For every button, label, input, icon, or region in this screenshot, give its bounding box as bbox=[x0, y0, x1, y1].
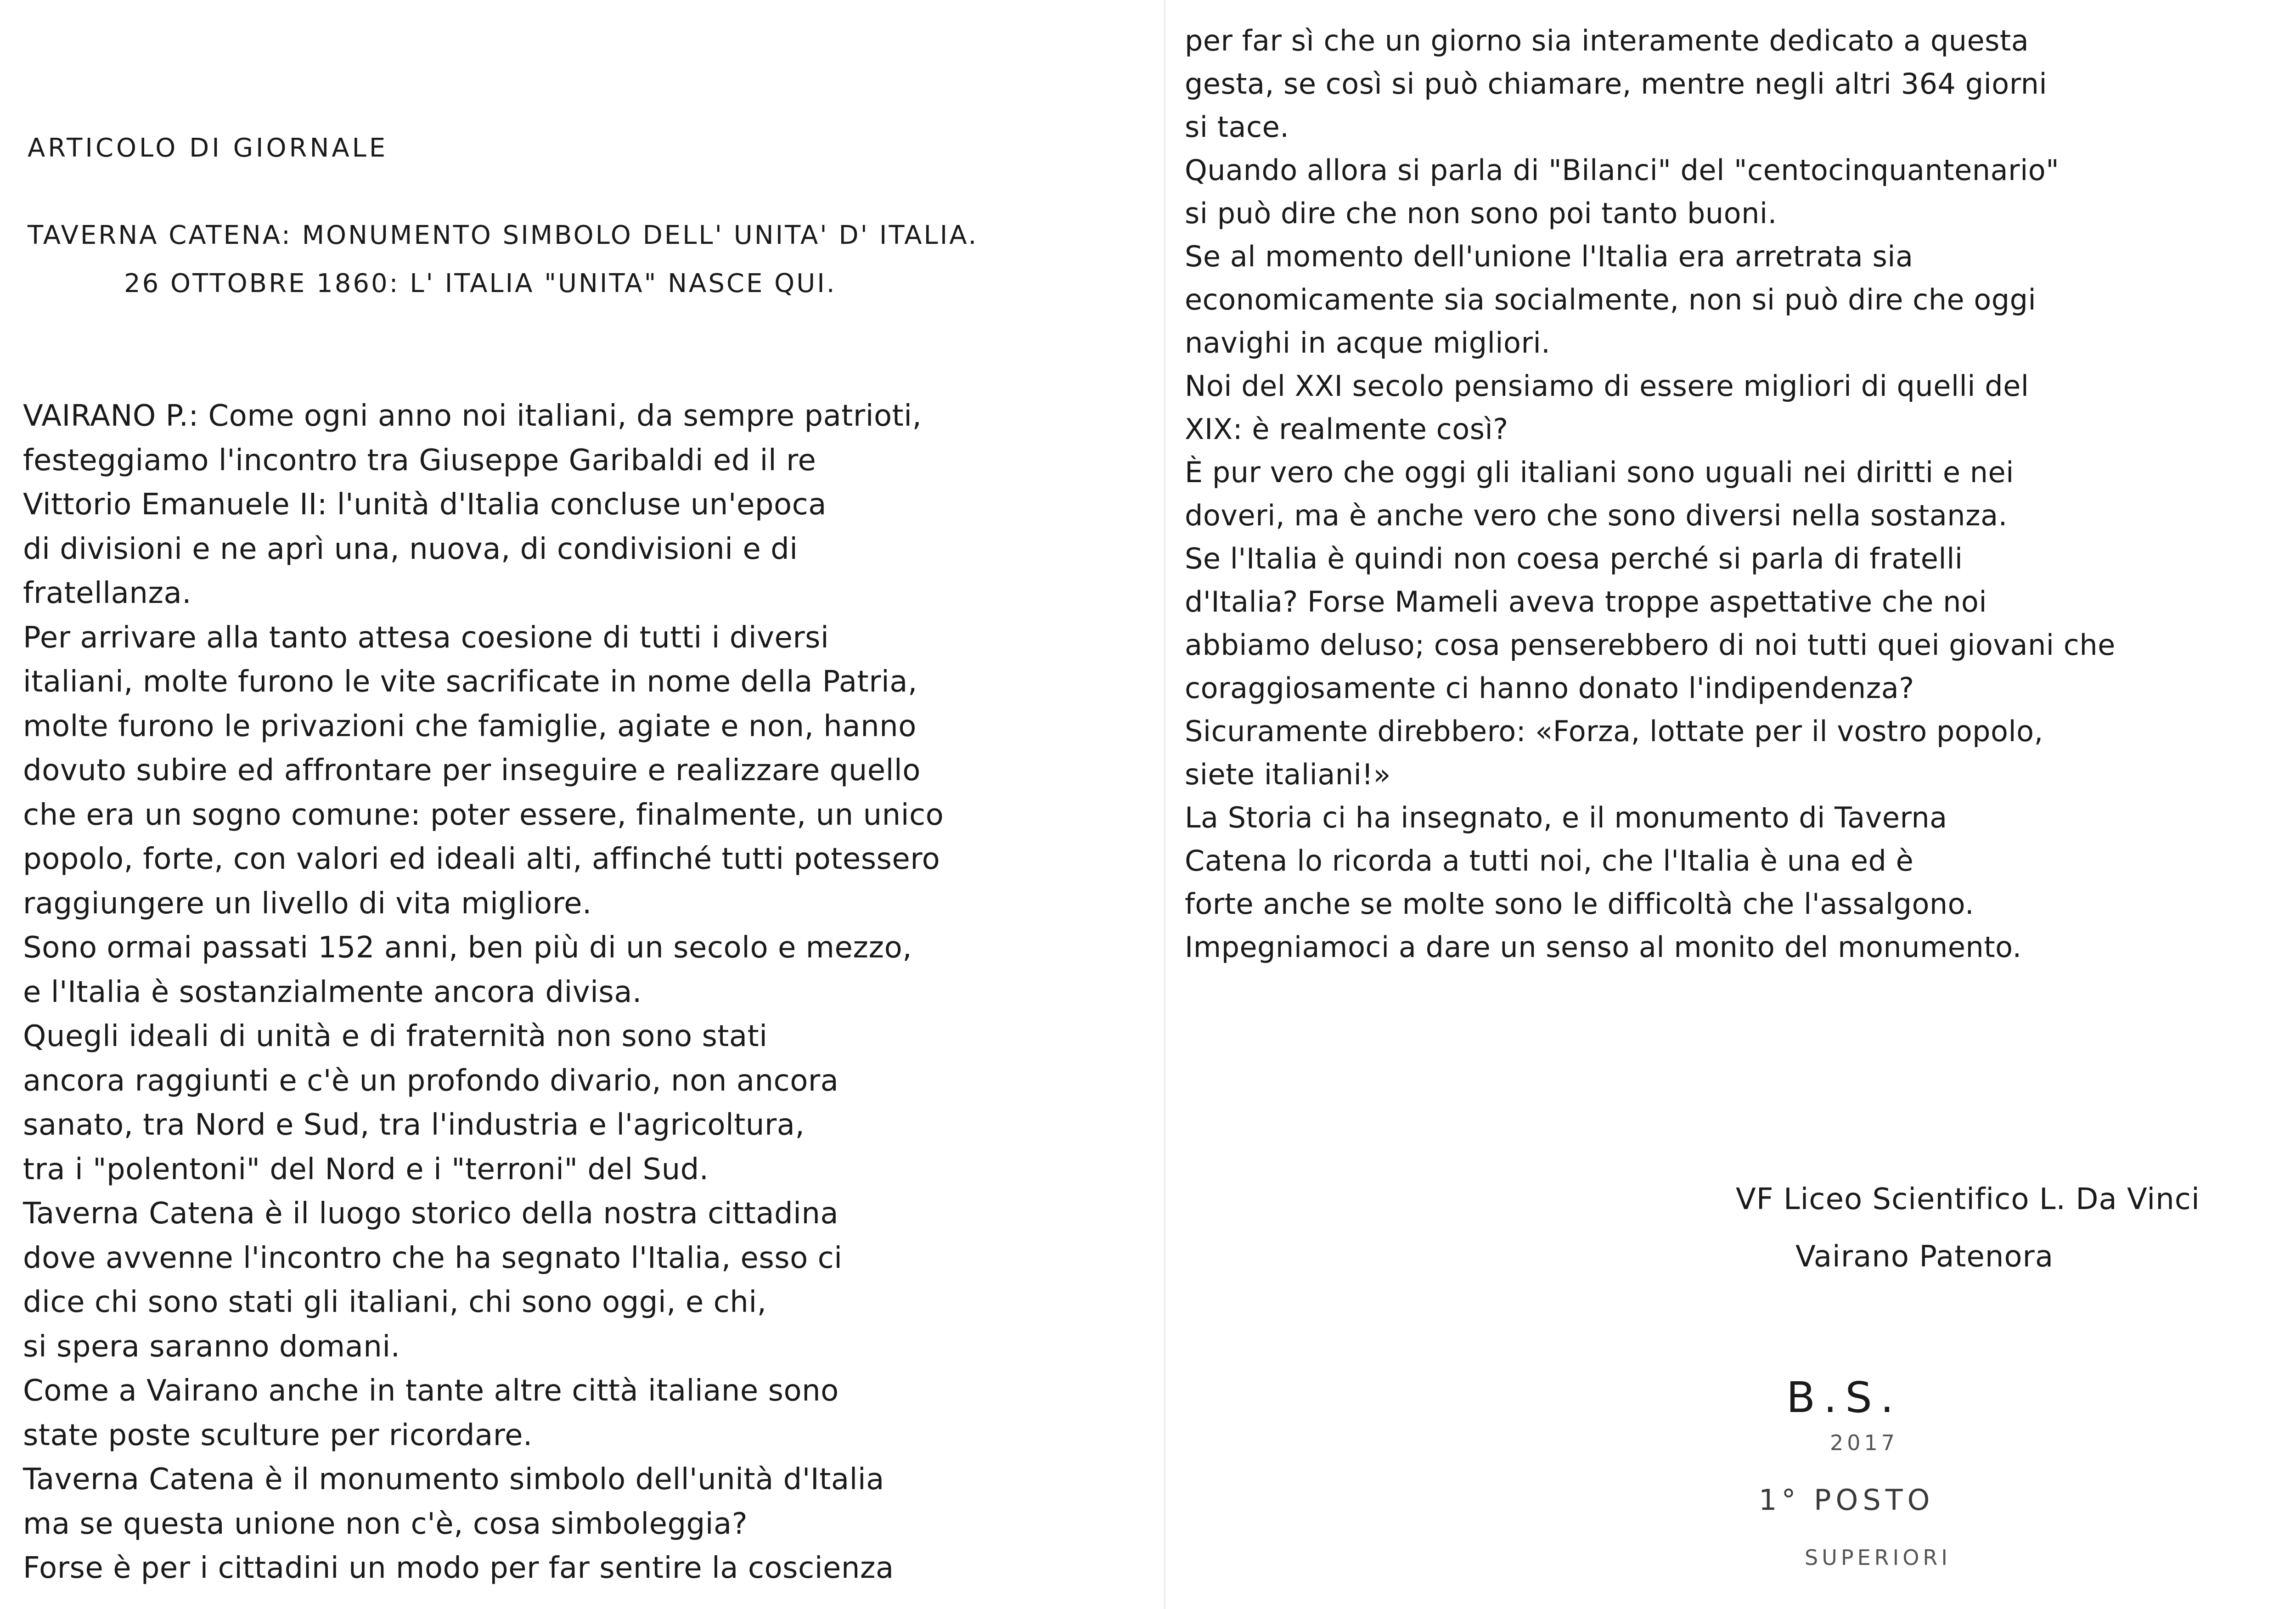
text-line: Taverna Catena è il luogo storico della nostra cittadina bbox=[23, 1197, 839, 1231]
text-line: e l'Italia è sostanzialmente ancora divisa. bbox=[23, 975, 642, 1009]
text-line: si può dire che non sono poi tanto buoni. bbox=[1185, 197, 1777, 230]
text-line: d'Italia? Forse Mameli aveva troppe aspettative che noi bbox=[1185, 585, 1987, 619]
text-line: popolo, forte, con valori ed ideali alti, affinché tutti potessero bbox=[23, 842, 940, 876]
text-line: La Storia ci ha insegnato, e il monumento di Taverna bbox=[1185, 801, 1947, 834]
text-line: navighi in acque migliori. bbox=[1185, 326, 1551, 360]
annotation-category: SUPERIORI bbox=[1805, 1545, 1951, 1570]
text-line: coraggiosamente ci hanno donato l'indipendenza? bbox=[1185, 671, 1914, 705]
text-line: festeggiamo l'incontro tra Giuseppe Garibaldi ed il re bbox=[23, 443, 816, 478]
text-line: Quando allora si parla di "Bilanci" del "centocinquantenario" bbox=[1185, 153, 2060, 187]
text-line: tra i "polentoni" del Nord e i "terroni" del Sud. bbox=[23, 1152, 709, 1187]
text-line: Vittorio Emanuele II: l'unità d'Italia concluse un'epoca bbox=[23, 488, 827, 522]
text-line: state poste sculture per ricordare. bbox=[23, 1418, 533, 1452]
text-line: per far sì che un giorno sia interamente dedicato a questa bbox=[1185, 24, 2029, 57]
right-column-text bbox=[1185, 19, 2116, 969]
text-line: Se al momento dell'unione l'Italia era arretrata sia bbox=[1185, 240, 1913, 273]
text-line: sanato, tra Nord e Sud, tra l'industria e l'agricoltura, bbox=[23, 1108, 805, 1142]
text-line: dove avvenne l'incontro che ha segnato l'Italia, esso ci bbox=[23, 1241, 843, 1275]
text-line: Se l'Italia è quindi non coesa perché si parla di fratelli bbox=[1185, 542, 1963, 575]
page-fold-line bbox=[1164, 0, 1165, 1609]
signature-town: Vairano Patenora bbox=[1795, 1240, 2054, 1274]
text-line: Taverna Catena è il monumento simbolo dell'unità d'Italia bbox=[23, 1463, 884, 1496]
text-line: Impegniamoci a dare un senso al monito del monumento. bbox=[1185, 930, 2022, 964]
article-subtitle: 26 OTTOBRE 1860: L' ITALIA "UNITA" NASCE QUI. bbox=[124, 269, 837, 298]
text-line: fratellanza. bbox=[23, 576, 192, 610]
text-line: Sono ormai passati 152 anni, ben più di un secolo e mezzo, bbox=[23, 931, 912, 965]
text-line: XIX: è realmente così? bbox=[1185, 412, 1508, 446]
text-line: gesta, se così si può chiamare, mentre negli altri 364 giorni bbox=[1185, 67, 2048, 101]
text-line: Sicuramente direbbero: «Forza, lottate per il vostro popolo, bbox=[1185, 714, 2043, 748]
text-line: VAIRANO P.: Come ogni anno noi italiani, da sempre patrioti, bbox=[23, 399, 922, 433]
text-line: forte anche se molte sono le difficoltà che l'assalgono. bbox=[1185, 887, 1975, 921]
text-line: Come a Vairano anche in tante altre città italiane sono bbox=[23, 1374, 839, 1408]
text-line: molte furono le privazioni che famiglie, agiate e non, hanno bbox=[23, 709, 917, 743]
article-title: TAVERNA CATENA: MONUMENTO SIMBOLO DELL' UNITA' D' ITALIA. bbox=[28, 220, 979, 250]
text-line: abbiamo deluso; cosa penserebbero di noi tutti quei giovani che bbox=[1185, 628, 2116, 662]
text-line: raggiungere un livello di vita migliore. bbox=[23, 886, 592, 921]
text-line: si spera saranno domani. bbox=[23, 1329, 400, 1364]
text-line: di divisioni e ne aprì una, nuova, di condivisioni e di bbox=[23, 532, 798, 566]
text-line: ancora raggiunti e c'è un profondo divario, non ancora bbox=[23, 1063, 839, 1098]
text-line: italiani, molte furono le vite sacrificate in nome della Patria, bbox=[23, 665, 917, 699]
text-line: dice chi sono stati gli italiani, chi sono oggi, e chi, bbox=[23, 1285, 767, 1319]
text-line: Catena lo ricorda a tutti noi, che l'Italia è una ed è bbox=[1185, 844, 1914, 878]
text-line: si tace. bbox=[1185, 110, 1289, 144]
signature-school: VF Liceo Scientifico L. Da Vinci bbox=[1736, 1182, 2200, 1216]
text-line: Quegli ideali di unità e di fraternità non sono stati bbox=[23, 1019, 768, 1053]
text-line: che era un sogno comune: poter essere, finalmente, un unico bbox=[23, 798, 944, 832]
text-line: dovuto subire ed affrontare per inseguire e realizzare quello bbox=[23, 754, 921, 788]
grader-initials: B.S. bbox=[1786, 1373, 1902, 1422]
annotation-placement: 1° POSTO bbox=[1759, 1483, 1935, 1517]
text-line: Per arrivare alla tanto attesa coesione di tutti i diversi bbox=[23, 620, 829, 655]
text-line: ma se questa unione non c'è, cosa simboleggia? bbox=[23, 1507, 748, 1541]
text-line: Noi del XXI secolo pensiamo di essere migliori di quelli del bbox=[1185, 369, 2029, 403]
text-line: doveri, ma è anche vero che sono diversi nella sostanza. bbox=[1185, 499, 2008, 532]
text-line: Forse è per i cittadini un modo per far sentire la coscienza bbox=[23, 1551, 894, 1585]
document-label: ARTICOLO DI GIORNALE bbox=[28, 133, 388, 163]
text-line: siete italiani!» bbox=[1185, 758, 1391, 791]
annotation-year: 2017 bbox=[1830, 1430, 1899, 1455]
text-line: È pur vero che oggi gli italiani sono uguali nei diritti e nei bbox=[1185, 456, 2014, 489]
text-line: economicamente sia socialmente, non si può dire che oggi bbox=[1185, 283, 2037, 316]
left-column-text bbox=[23, 394, 944, 1591]
